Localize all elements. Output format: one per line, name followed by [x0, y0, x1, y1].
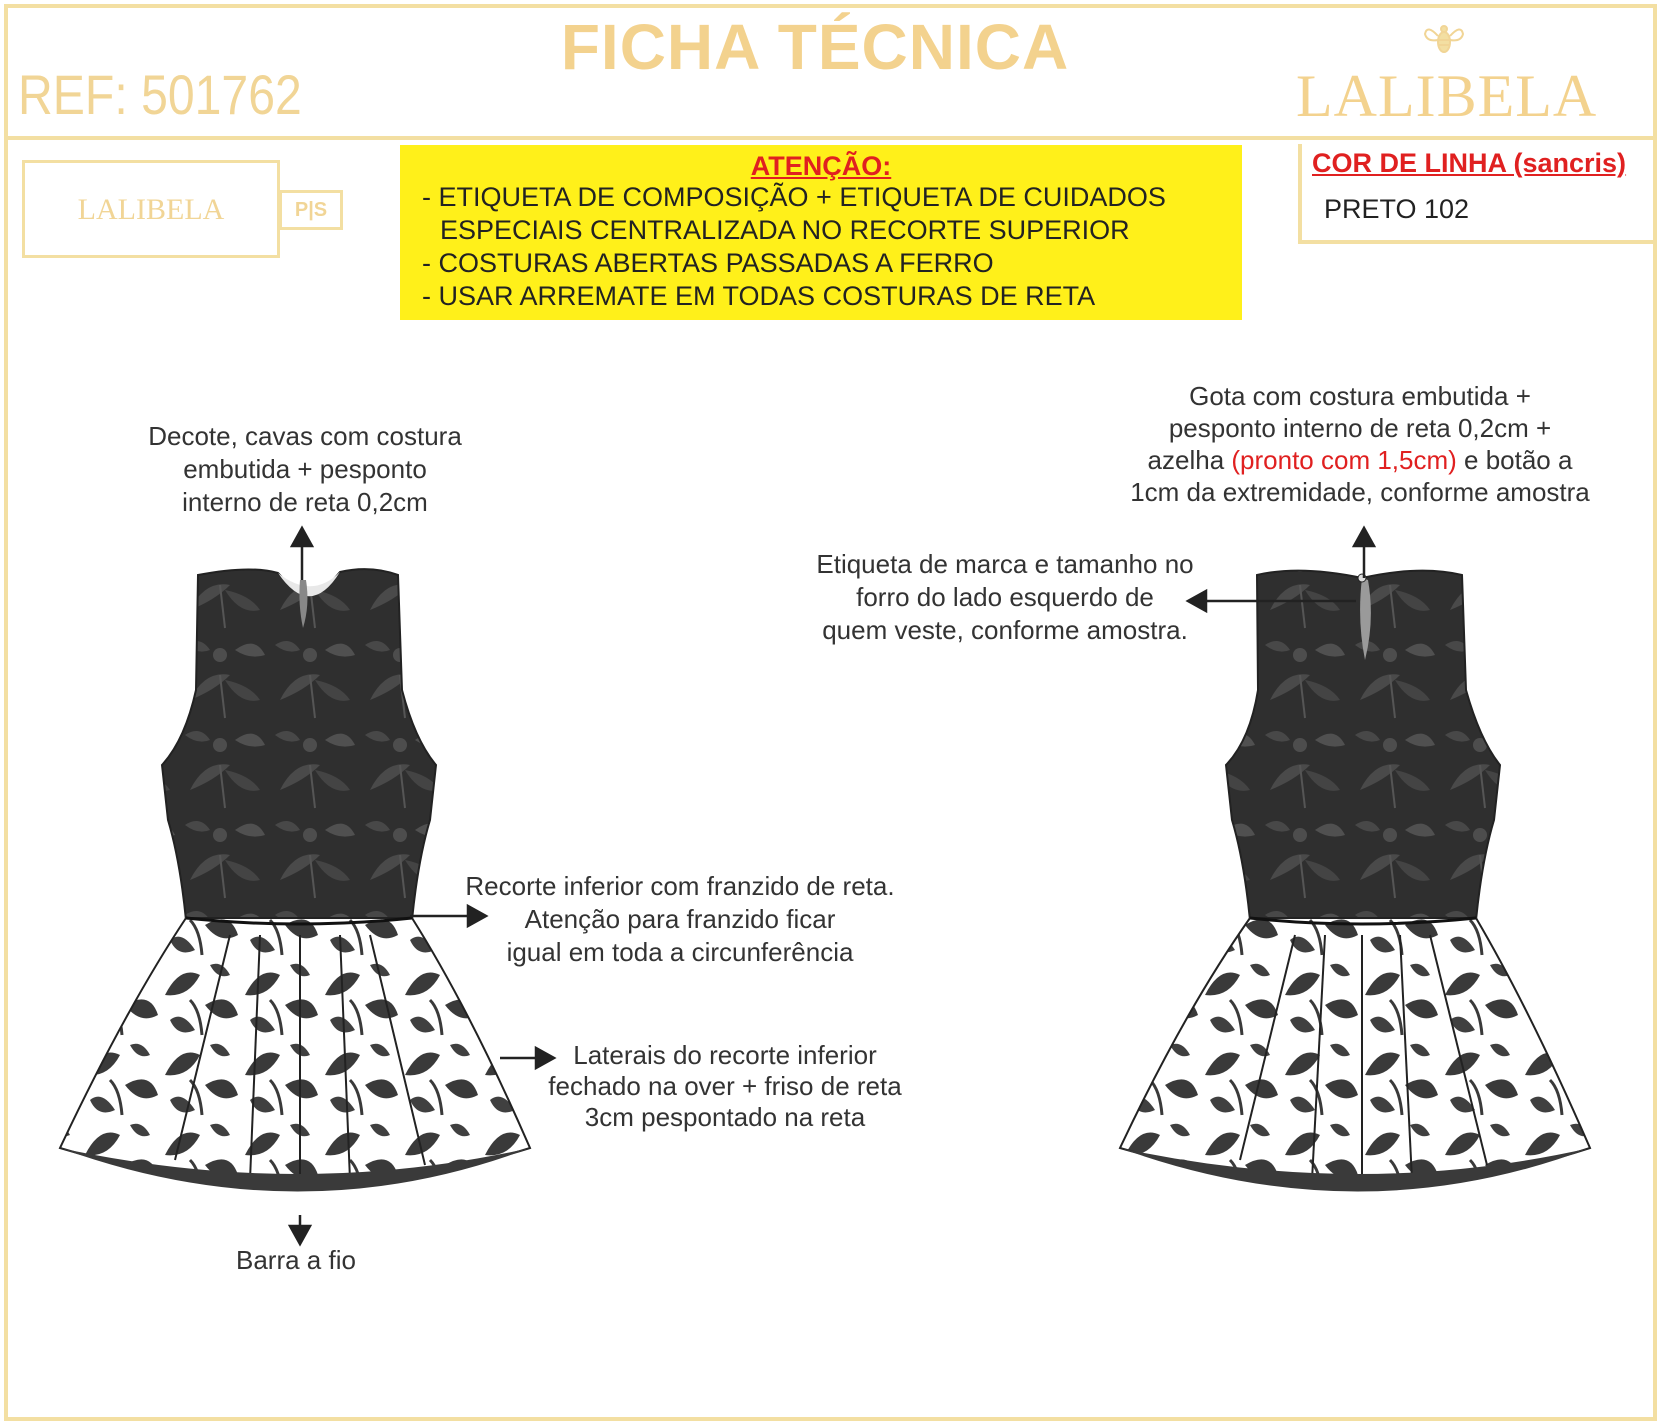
- note-neckline-line-3: interno de reta 0,2cm: [182, 487, 428, 517]
- note-drop-line-3-red: (pronto com 1,5cm): [1231, 445, 1457, 475]
- note-lower-cut-line-1: Recorte inferior com franzido de reta.: [465, 871, 895, 901]
- note-lower-cut: [430, 870, 930, 969]
- attention-line-1: - ETIQUETA DE COMPOSIÇÃO + ETIQUETA DE CUIDADOS: [422, 182, 1166, 212]
- note-drop-line-4: 1cm da extremidade, conforme amostra: [1130, 477, 1590, 507]
- note-drop-line-3-start: azelha: [1147, 445, 1232, 475]
- document-title: FICHA TÉCNICA: [560, 11, 1070, 83]
- thread-color-value: PRETO 102: [1324, 194, 1470, 224]
- note-neckline: [110, 420, 500, 519]
- reference-number: REF: 501762: [18, 63, 302, 126]
- note-drop-line-3-end: e botão a: [1456, 445, 1573, 475]
- note-drop-line-2: pesponto interno de reta 0,2cm +: [1168, 413, 1552, 443]
- note-sides-line-2: fechado na over + friso de reta: [548, 1071, 902, 1101]
- note-sides-line-3: 3cm pespontado na reta: [584, 1102, 866, 1132]
- attention-line-3: - COSTURAS ABERTAS PASSADAS A FERRO: [422, 248, 994, 278]
- size-tab-text: P|S: [294, 199, 328, 221]
- note-neckline-line-2: embutida + pesponto: [183, 454, 427, 484]
- note-brand-tag: [780, 548, 1230, 647]
- note-brand-tag-line-1: Etiqueta de marca e tamanho no: [816, 549, 1194, 579]
- note-sides: [530, 1040, 920, 1133]
- back-garment: [1120, 571, 1590, 1192]
- note-drop: [1110, 380, 1610, 508]
- attention-line-4: - USAR ARREMATE EM TODAS COSTURAS DE RETA: [422, 281, 1096, 311]
- brand-name: LALIBELA: [1296, 63, 1598, 129]
- note-neckline-line-1: Decote, cavas com costura: [148, 421, 462, 451]
- note-sides-line-1: Laterais do recorte inferior: [573, 1040, 877, 1070]
- thread-color-title: COR DE LINHA (sancris): [1312, 148, 1627, 178]
- note-hem: Barra a fio: [236, 1245, 356, 1275]
- note-brand-tag-line-3: quem veste, conforme amostra.: [822, 615, 1188, 645]
- note-lower-cut-line-3: igual em toda a circunferência: [506, 937, 854, 967]
- attention-title: ATENÇÃO:: [750, 151, 892, 181]
- note-drop-line-3: [1110, 444, 1610, 476]
- label-brand-text: LALIBELA: [77, 193, 225, 226]
- note-brand-tag-line-2: forro do lado esquerdo de: [856, 582, 1154, 612]
- note-lower-cut-line-2: Atenção para franzido ficar: [524, 904, 836, 934]
- note-drop-line-1: Gota com costura embutida +: [1189, 381, 1531, 411]
- attention-line-2: ESPECIAIS CENTRALIZADA NO RECORTE SUPERIOR: [440, 215, 1130, 245]
